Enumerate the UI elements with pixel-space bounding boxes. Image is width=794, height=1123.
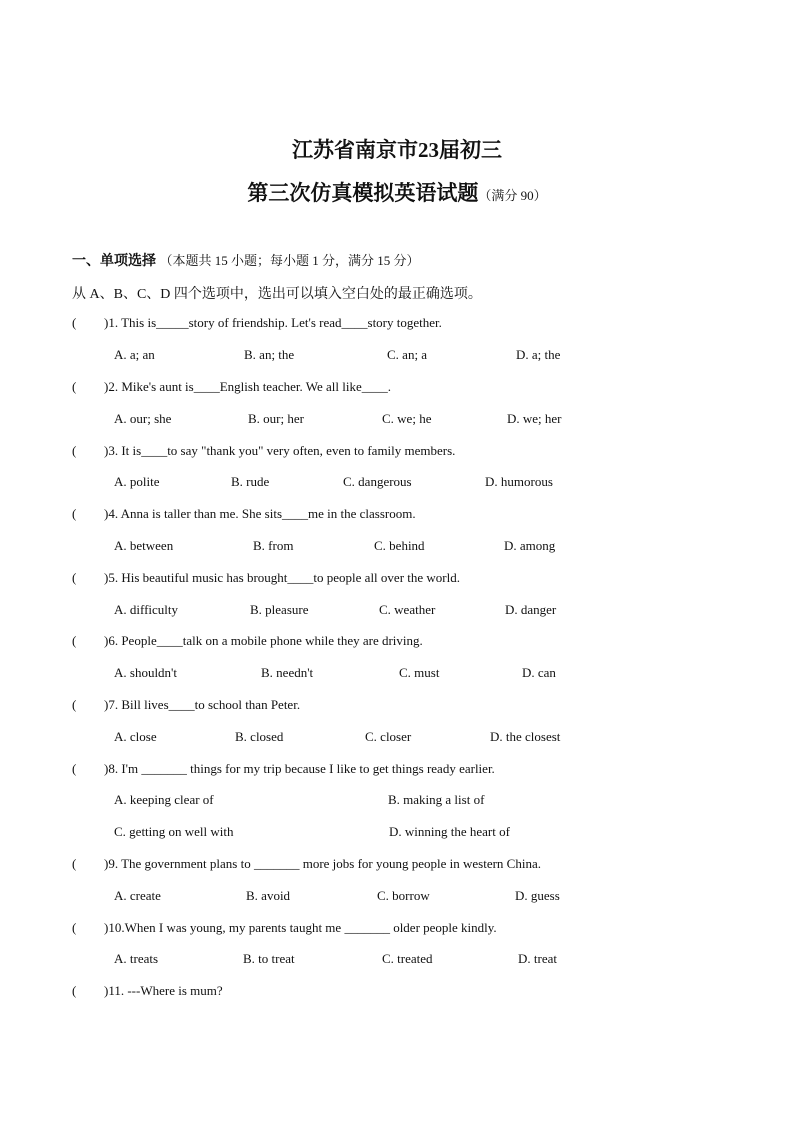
section-instruction: 从 A、B、C、D 四个选项中，选出可以填入空白处的最正确选项。 bbox=[72, 287, 482, 302]
question-text: )1. This is_____story of friendship. Let's read____story together. bbox=[104, 315, 442, 330]
option-c: C. must bbox=[399, 665, 440, 680]
answer-blank: ( bbox=[72, 983, 77, 998]
question-3-options bbox=[114, 474, 574, 492]
question-text: )7. Bill lives____to school than Peter. bbox=[104, 697, 301, 712]
option-c: C. treated bbox=[382, 951, 433, 966]
option-d: D. guess bbox=[515, 888, 560, 903]
option-a: A. keeping clear of bbox=[114, 792, 214, 807]
question-1-options bbox=[114, 347, 574, 365]
section-heading: 一、单项选择 bbox=[72, 254, 156, 269]
question-text: )5. His beautiful music has brought____to people all over the world. bbox=[104, 570, 460, 585]
answer-blank: ( bbox=[72, 506, 77, 521]
answer-blank: ( bbox=[72, 856, 77, 871]
answer-blank: ( bbox=[72, 920, 77, 935]
option-a: A. create bbox=[114, 888, 161, 903]
option-b: B. closed bbox=[235, 729, 284, 744]
answer-blank: ( bbox=[72, 315, 77, 330]
question-9 bbox=[72, 856, 541, 872]
question-9-options bbox=[114, 888, 574, 906]
answer-blank: ( bbox=[72, 633, 77, 648]
option-d: D. we; her bbox=[507, 411, 562, 426]
question-6 bbox=[72, 633, 423, 649]
option-d: D. a; the bbox=[516, 347, 561, 362]
question-7 bbox=[72, 697, 300, 713]
option-d: D. treat bbox=[518, 951, 557, 966]
question-text: )3. It is____to say "thank you" very often, even to family members. bbox=[104, 443, 456, 458]
question-4 bbox=[72, 506, 416, 522]
option-d: D. among bbox=[504, 538, 556, 553]
question-6-options bbox=[114, 665, 574, 683]
option-d: D. humorous bbox=[485, 474, 553, 489]
option-d: D. the closest bbox=[490, 729, 561, 744]
option-b: B. from bbox=[253, 538, 294, 553]
option-a: A. close bbox=[114, 729, 157, 744]
question-2-options bbox=[114, 411, 574, 429]
option-d: D. can bbox=[522, 665, 556, 680]
option-a: A. polite bbox=[114, 474, 160, 489]
answer-blank: ( bbox=[72, 570, 77, 585]
question-text: )10.When I was young, my parents taught me _______ older people kindly. bbox=[104, 920, 497, 935]
option-c: C. dangerous bbox=[343, 474, 412, 489]
option-a: A. between bbox=[114, 538, 174, 553]
question-5 bbox=[72, 570, 460, 586]
option-a: A. difficulty bbox=[114, 602, 179, 617]
option-b: B. needn't bbox=[261, 665, 314, 680]
question-text: )6. People____talk on a mobile phone while they are driving. bbox=[104, 633, 423, 648]
question-11 bbox=[72, 983, 223, 999]
option-c: C. an; a bbox=[387, 347, 428, 362]
question-8 bbox=[72, 761, 495, 777]
question-8-options-row2 bbox=[114, 824, 574, 842]
option-b: B. to treat bbox=[243, 951, 295, 966]
answer-blank: ( bbox=[72, 379, 77, 394]
subtitle-note: （满分 90） bbox=[478, 188, 547, 203]
option-a: A. shouldn't bbox=[114, 665, 178, 680]
question-8-options-row1 bbox=[114, 792, 574, 810]
option-a: A. treats bbox=[114, 951, 159, 966]
option-c: C. we; he bbox=[382, 411, 432, 426]
question-5-options bbox=[114, 602, 574, 620]
question-text: )11. ---Where is mum? bbox=[104, 983, 223, 998]
question-10-options bbox=[114, 951, 574, 969]
document-subtitle bbox=[0, 177, 794, 207]
question-7-options bbox=[114, 729, 574, 747]
answer-blank: ( bbox=[72, 761, 77, 776]
question-text: )4. Anna is taller than me. She sits____me in the classroom. bbox=[104, 506, 416, 521]
option-c: C. getting on well with bbox=[114, 824, 234, 839]
question-1 bbox=[72, 315, 442, 331]
option-c: C. behind bbox=[374, 538, 425, 553]
option-b: B. avoid bbox=[246, 888, 291, 903]
question-4-options bbox=[114, 538, 574, 556]
option-b: B. making a list of bbox=[388, 792, 485, 807]
answer-blank: ( bbox=[72, 443, 77, 458]
option-b: B. rude bbox=[231, 474, 270, 489]
option-c: C. borrow bbox=[377, 888, 430, 903]
answer-blank: ( bbox=[72, 697, 77, 712]
option-b: B. an; the bbox=[244, 347, 295, 362]
subtitle-main: 第三次仿真模拟英语试题 bbox=[247, 181, 479, 205]
option-a: A. our; she bbox=[114, 411, 172, 426]
section-header bbox=[72, 250, 420, 270]
question-2 bbox=[72, 379, 391, 395]
question-text: )9. The government plans to _______ more jobs for young people in western China. bbox=[104, 856, 541, 871]
section-description: （本题共 15 小题；每小题 1 分，满分 15 分） bbox=[159, 253, 420, 268]
question-text: )8. I'm _______ things for my trip because I like to get things ready earlier. bbox=[104, 761, 495, 776]
question-10 bbox=[72, 920, 497, 936]
option-b: B. our; her bbox=[248, 411, 304, 426]
question-text: )2. Mike's aunt is____English teacher. We all like____. bbox=[104, 379, 392, 394]
option-b: B. pleasure bbox=[250, 602, 309, 617]
option-c: C. closer bbox=[365, 729, 412, 744]
option-a: A. a; an bbox=[114, 347, 155, 362]
option-d: D. winning the heart of bbox=[389, 824, 510, 839]
question-3 bbox=[72, 443, 455, 459]
document-title: 江苏省南京市23届初三 bbox=[292, 138, 502, 162]
option-c: C. weather bbox=[379, 602, 436, 617]
option-d: D. danger bbox=[505, 602, 557, 617]
